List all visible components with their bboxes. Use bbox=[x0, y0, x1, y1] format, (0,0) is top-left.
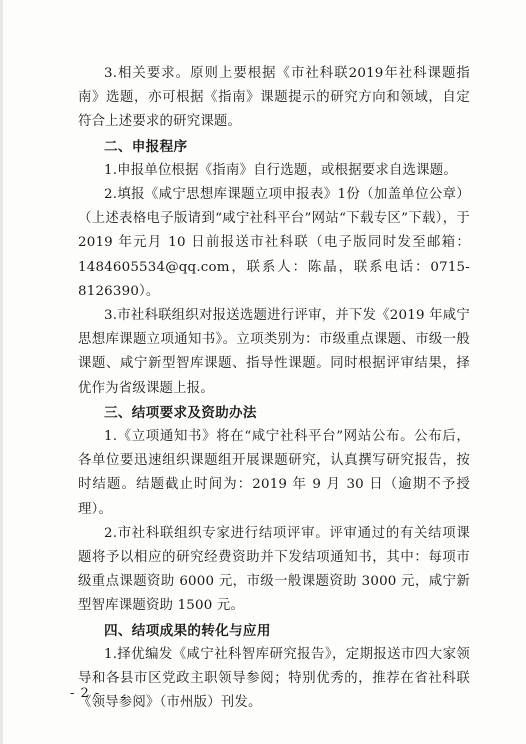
paragraph-completion-1: 1.《立项通知书》将在“咸宁社科平台”网站公布。公布后，各单位要迅速组织课题组开展课题研究，认真撰写研究报告，按时结题。结题截止时间为：2019 年 9 月 30 日（逾期不予授理）。 bbox=[78, 429, 470, 517]
section-heading-results-application: 四、结项成果的转化与应用 bbox=[104, 622, 271, 639]
section-heading-completion-funding: 三、结项要求及资助办法 bbox=[104, 404, 257, 421]
paragraph-completion-2: 2.市社科联组织专家进行结项评审。评审通过的有关结项课题将予以相应的研究经费资助并下发结项通知书，其中：每项市级重点课题资助 6000 元，市级一般课题资助 3000 元，咸宁新型智库课题资助 1500 元。 bbox=[78, 525, 470, 614]
paragraph-procedure-3: 3.市社科联组织对报送选题进行评审，并下发《2019 年咸宁思想库课题立项通知书》。立项类别为：市级重点课题、市级一般课题、咸宁新型智库课题、指导性课题。同时根据评审结果，择优作为省级课题上报。 bbox=[78, 308, 470, 396]
page-edge bbox=[0, 0, 3, 744]
section-heading-application-procedure: 二、申报程序 bbox=[104, 138, 188, 155]
page-number: - 2 - bbox=[70, 686, 101, 701]
paragraph-procedure-2: 2.填报《咸宁思想库课题立项申报表》1份（加盖单位公章）（上述表格电子版请到“咸宁社科平台”网站“下载专区”下载），于 2019 年元月 10 日前报送市社科联（电子版同时发至邮箱：1484605534@qq.com，联系人：陈晶，联系电话：0715-8126390）。 bbox=[78, 187, 470, 299]
paragraph-results-1: 1.择优编发《咸宁社科智库研究报告》，定期报送市四大家领导和各县市区党政主职领导参阅；特别优秀的，推荐在省社科联《领导参阅》（市州版）刊发。 bbox=[78, 646, 470, 711]
paragraph-requirements: 3.相关要求。原则上要根据《市社科联2019年社科课题指南》选题，亦可根据《指南》课题提示的研究方向和领域，自定符合上述要求的研究课题。 bbox=[78, 66, 470, 130]
document-body bbox=[78, 62, 470, 715]
paragraph-procedure-1: 1.申报单位根据《指南》自行选题，或根据要求自选课题。 bbox=[104, 162, 457, 178]
